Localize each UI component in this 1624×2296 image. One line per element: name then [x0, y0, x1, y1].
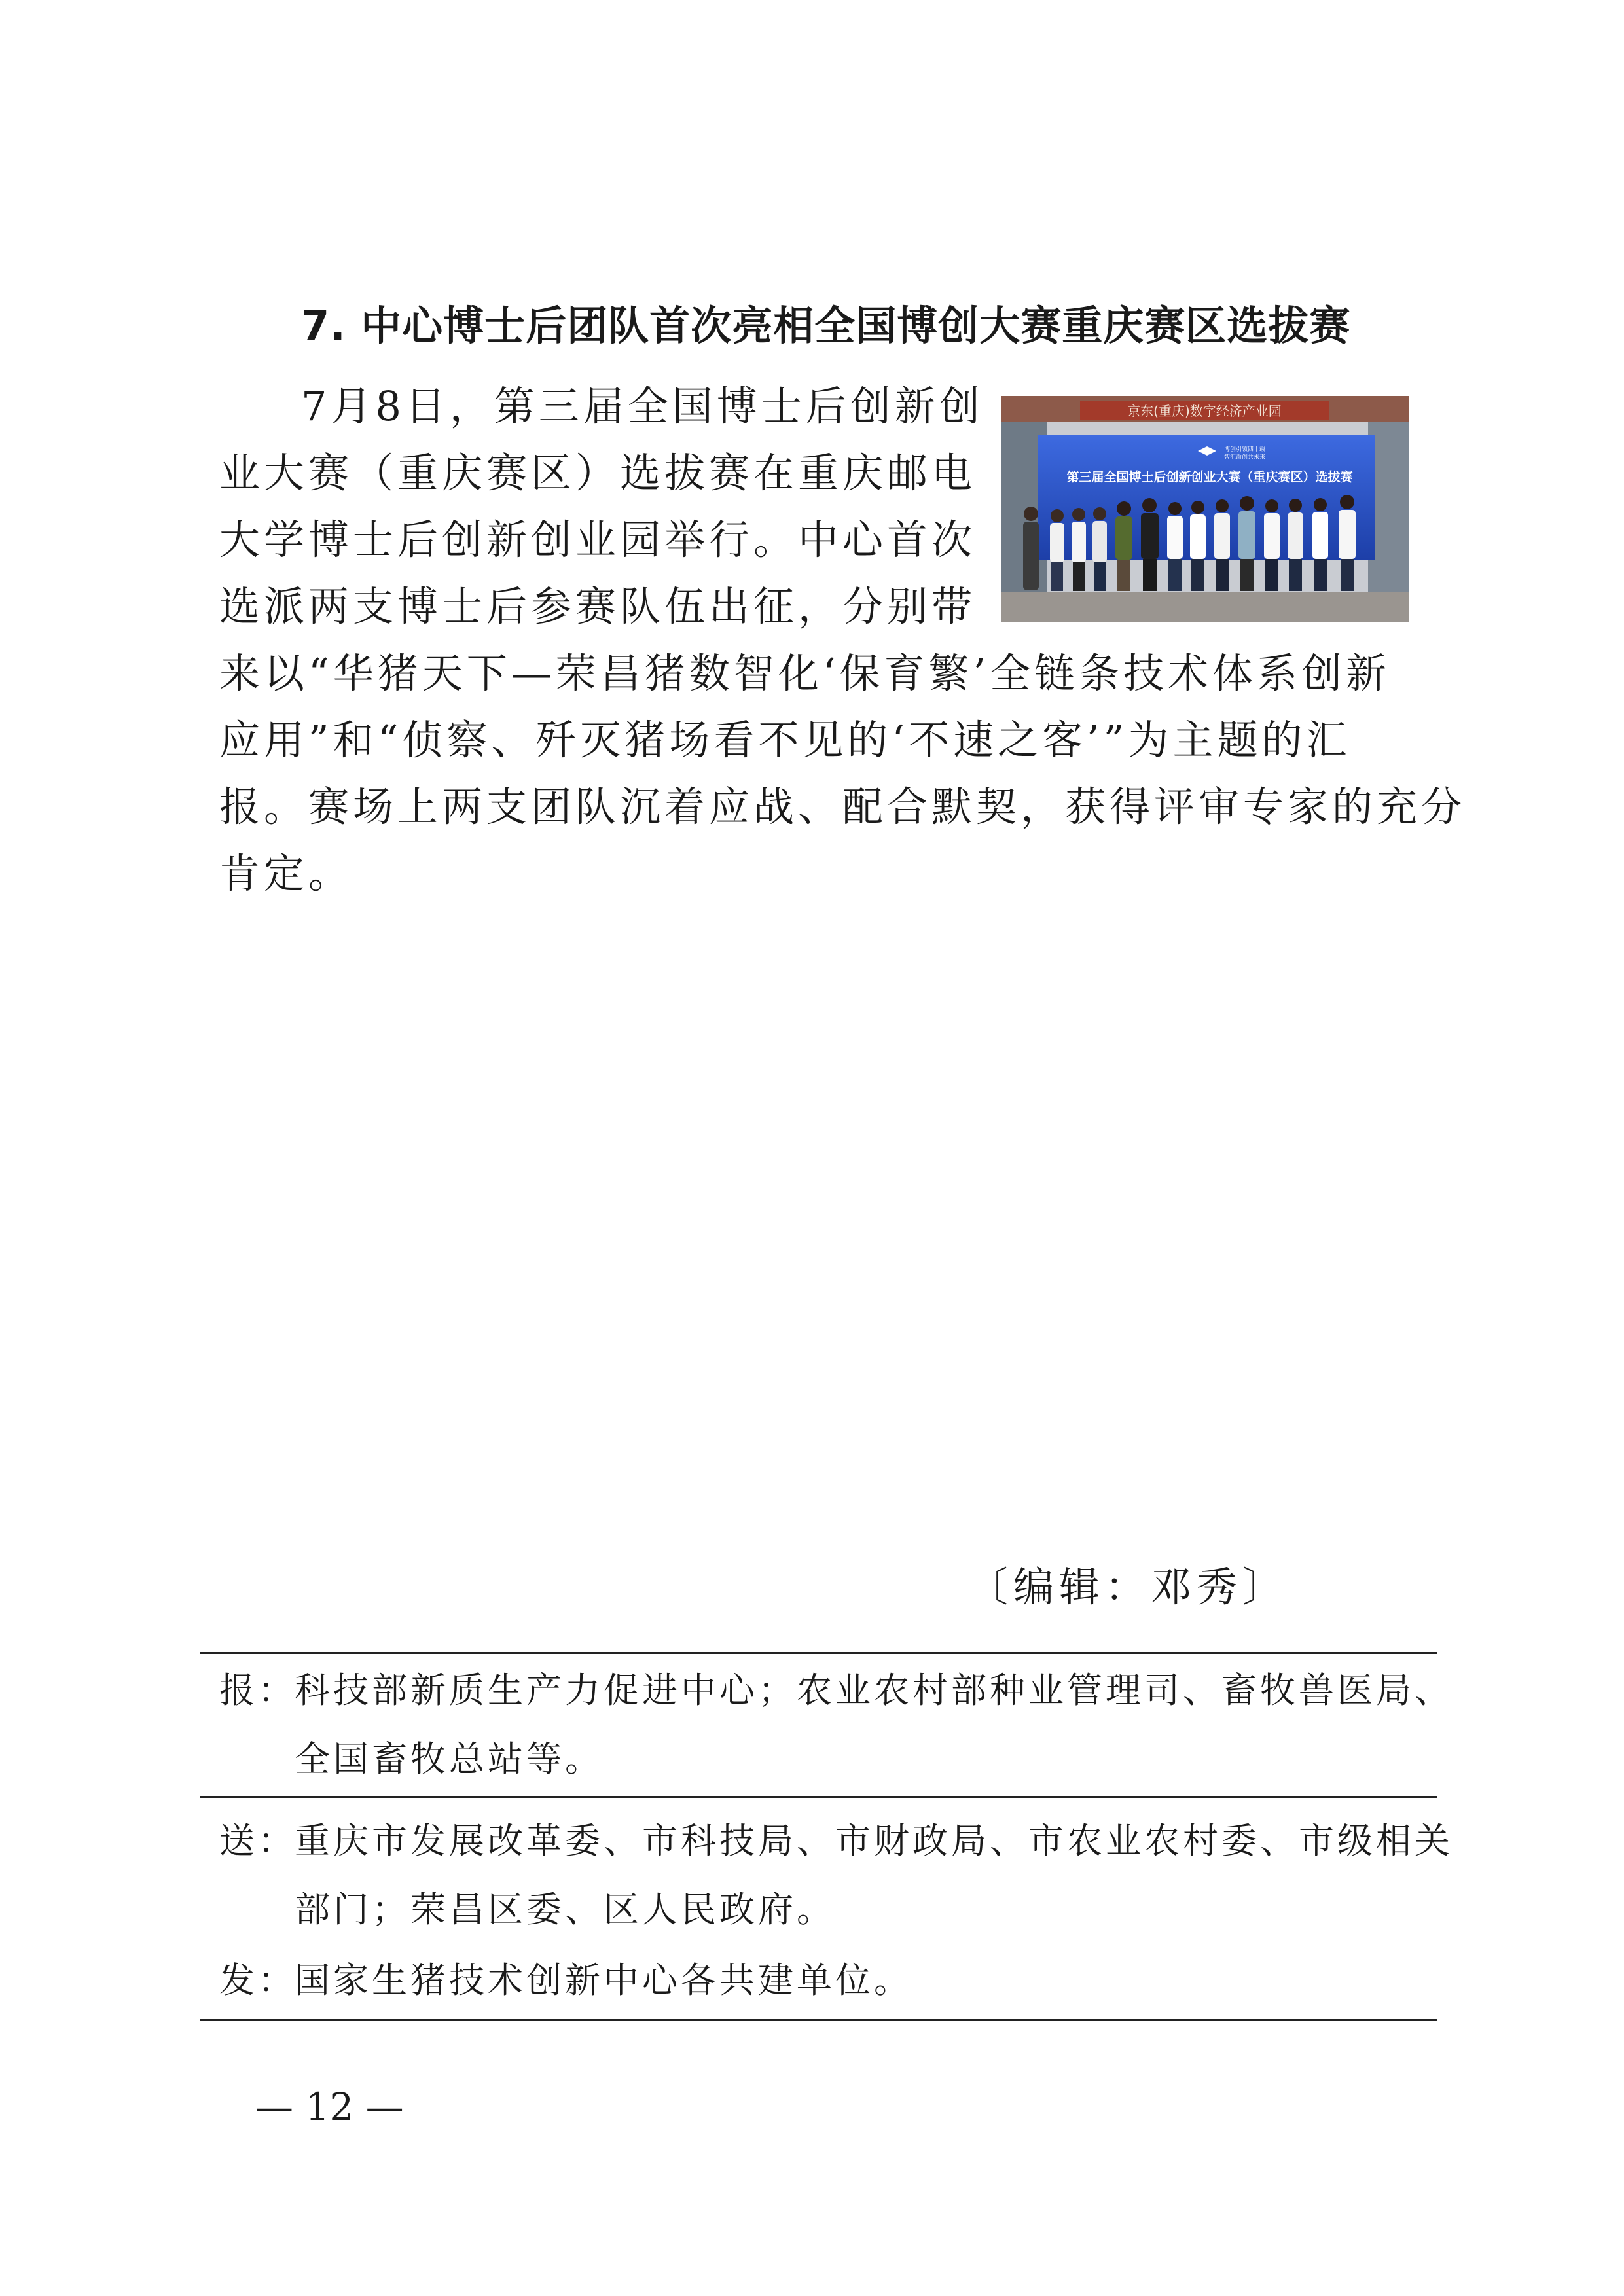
issue-label: 发： — [219, 1960, 297, 2001]
report-label: 报： — [219, 1670, 297, 1711]
editor-credit: 〔编辑：邓秀〕 — [967, 1563, 1289, 1611]
building-sign: 京东(重庆)数字经济产业园 — [1127, 403, 1282, 419]
banner-small-text: 智汇渝创共未来 — [1224, 454, 1266, 461]
paragraph-line: 应用”和“侦察、歼灭猪场看不见的‘不速之客’”为主题的汇 — [219, 716, 1351, 764]
paragraph-line: 来以“华猪天下—荣昌猪数智化‘保育繁’全链条技术体系创新 — [219, 649, 1391, 697]
paragraph-line: 肯定。 — [219, 850, 353, 897]
event-photo — [1001, 396, 1409, 622]
banner-title: 第三届全国博士后创新创业大赛（重庆赛区）选拔赛 — [1066, 470, 1353, 484]
issue-line: 国家生猪技术创新中心各共建单位。 — [295, 1960, 912, 2001]
banner-small-text: 博创引领四十载 — [1224, 446, 1266, 453]
report-line: 全国畜牧总站等。 — [295, 1738, 604, 1780]
paragraph-line: 报。赛场上两支团队沉着应战、配合默契，获得评审专家的充分 — [219, 783, 1466, 831]
divider — [200, 2019, 1437, 2021]
paragraph-line: 7月8日，第三届全国博士后创新创 — [301, 382, 984, 430]
send-line: 部门；荣昌区委、区人民政府。 — [295, 1889, 835, 1930]
paragraph-line: 大学博士后创新创业园举行。中心首次 — [219, 516, 977, 564]
divider — [200, 1796, 1437, 1798]
divider — [200, 1652, 1437, 1654]
section-heading: 7. 中心博士后团队首次亮相全国博创大赛重庆赛区选拔赛 — [301, 302, 1351, 350]
report-line: 科技部新质生产力促进中心；农业农村部种业管理司、畜牧兽医局、 — [295, 1670, 1453, 1711]
paragraph-line: 业大赛（重庆赛区）选拔赛在重庆邮电 — [219, 449, 977, 497]
send-line: 重庆市发展改革委、市科技局、市财政局、市农业农村委、市级相关 — [295, 1820, 1453, 1861]
paragraph-line: 选派两支博士后参赛队伍出征，分别带 — [219, 583, 977, 630]
page-number: — 12 — — [255, 2085, 404, 2129]
send-label: 送： — [219, 1820, 297, 1861]
